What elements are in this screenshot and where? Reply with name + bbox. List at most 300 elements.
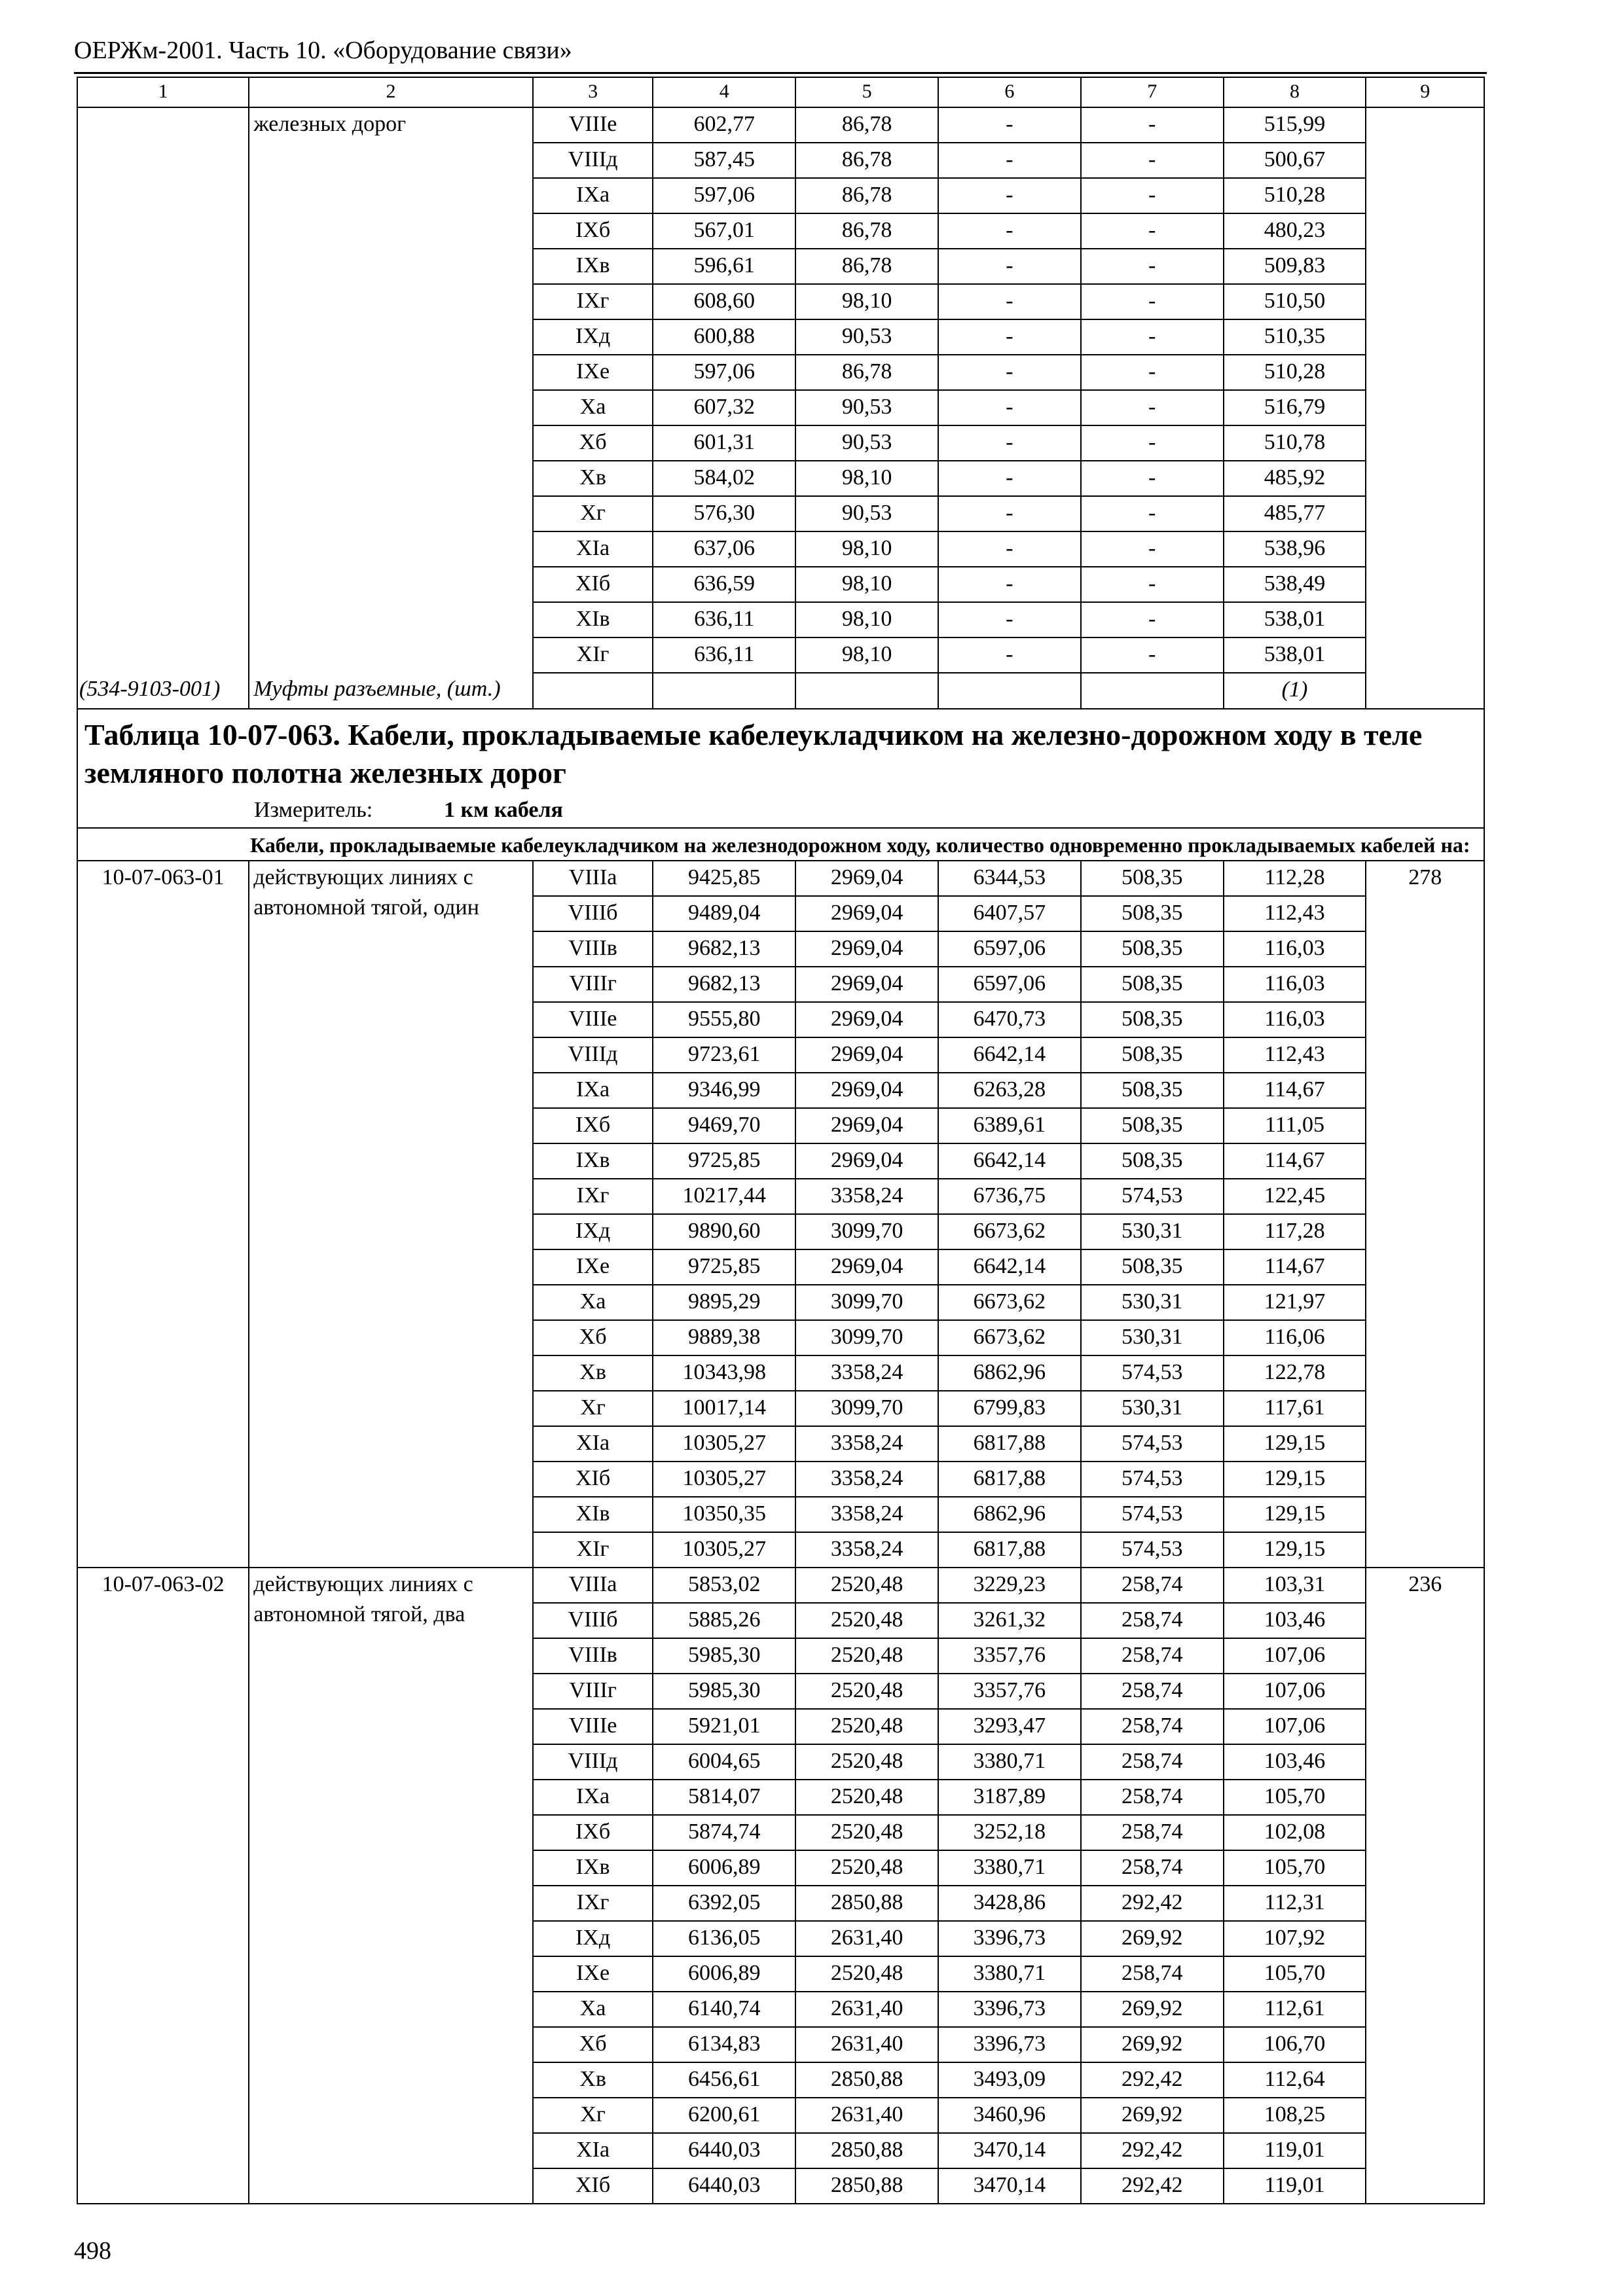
value-cell: 90,53 [795,425,938,461]
value-cell: 2520,48 [795,1744,938,1780]
measure-label: Измеритель: [254,798,373,822]
value-cell: 258,74 [1081,1815,1224,1850]
value-cell: 485,77 [1224,496,1366,531]
value-cell: 6470,73 [938,1002,1081,1037]
value-cell: 510,50 [1224,284,1366,319]
value-cell: 2850,88 [795,2062,938,2098]
value-cell: 600,88 [653,319,795,355]
value-cell: 86,78 [795,107,938,143]
value-cell: 114,67 [1224,1143,1366,1179]
zone-cell: IXа [533,1780,653,1815]
zone-cell: VIIIа [533,861,653,896]
value-cell: 597,06 [653,355,795,390]
value-cell: 6817,88 [938,1462,1081,1497]
value-cell: 112,61 [1224,1992,1366,2027]
value-cell: 5874,74 [653,1815,795,1850]
zone-cell: XIа [533,531,653,567]
zone-cell: VIIIг [533,967,653,1002]
value-cell: 129,15 [1224,1462,1366,1497]
empty-cell [1081,673,1224,709]
column-number: 8 [1224,77,1366,107]
table-body [77,77,1484,2204]
description-cell: действующих линиях с автономной тягой, один [249,861,533,1568]
column-number: 1 [77,77,249,107]
value-cell: 2520,48 [795,1780,938,1815]
value-cell: 98,10 [795,461,938,496]
empty-cell [653,673,795,709]
value-cell: 6440,03 [653,2133,795,2168]
zone-cell: VIIIб [533,896,653,931]
table-title: Таблица 10-07-063. Кабели, прокладываемые кабелеукладчиком на железно-дорожном ходу в теле земляного полотна железных дорог [77,709,1484,796]
measure-row [77,796,1484,828]
zone-cell: XIа [533,1426,653,1462]
value-cell: 530,31 [1081,1391,1224,1426]
muft-label: Муфты разъемные, (шт.) [249,673,533,709]
zone-cell: VIIIв [533,931,653,967]
value-cell: - [1081,319,1224,355]
table-row [77,1568,1484,1603]
value-cell: 3358,24 [795,1426,938,1462]
zone-cell: IXа [533,1073,653,1108]
value-cell: 116,03 [1224,1002,1366,1037]
value-cell: - [1081,390,1224,425]
value-cell: - [1081,355,1224,390]
empty-cell [1366,673,1484,709]
value-cell: 111,05 [1224,1108,1366,1143]
zone-cell: IXб [533,1108,653,1143]
zone-cell: XIб [533,1462,653,1497]
value-cell: 112,31 [1224,1886,1366,1921]
value-cell: 2520,48 [795,1674,938,1709]
value-cell: 119,01 [1224,2168,1366,2204]
value-cell: 508,35 [1081,1073,1224,1108]
value-cell: 116,03 [1224,967,1366,1002]
value-cell: - [938,461,1081,496]
value-cell: 6006,89 [653,1850,795,1886]
value-cell: 2969,04 [795,896,938,931]
value-cell: 508,35 [1081,861,1224,896]
value-cell: - [938,107,1081,143]
value-cell: 9890,60 [653,1214,795,1249]
zone-cell: VIIIг [533,1674,653,1709]
value-cell: 485,92 [1224,461,1366,496]
value-cell: 10305,27 [653,1426,795,1462]
value-cell: 9725,85 [653,1143,795,1179]
value-cell: 112,43 [1224,1037,1366,1073]
value-cell: 3380,71 [938,1744,1081,1780]
zone-cell: IXг [533,1886,653,1921]
value-cell: 103,46 [1224,1603,1366,1638]
value-cell: 607,32 [653,390,795,425]
value-cell: 515,99 [1224,107,1366,143]
zone-cell: VIIIд [533,1744,653,1780]
value-cell: 9895,29 [653,1285,795,1320]
value-cell: 6817,88 [938,1426,1081,1462]
value-cell: 508,35 [1081,1249,1224,1285]
value-cell: 3493,09 [938,2062,1081,2098]
value-cell: 2631,40 [795,1992,938,2027]
value-cell: 567,01 [653,213,795,249]
muft-row [77,673,1484,709]
value-cell: 3470,14 [938,2168,1081,2204]
value-cell: 5814,07 [653,1780,795,1815]
value-cell: 5853,02 [653,1568,795,1603]
value-cell: 5985,30 [653,1638,795,1674]
measure-cell [77,796,1484,828]
value-cell: 3396,73 [938,2027,1081,2062]
value-cell: 3293,47 [938,1709,1081,1744]
value-cell: 510,28 [1224,355,1366,390]
value-cell: 107,06 [1224,1709,1366,1744]
zone-cell: VIIIб [533,1603,653,1638]
value-cell: - [1081,531,1224,567]
zone-cell: XIв [533,1497,653,1532]
value-cell: 98,10 [795,531,938,567]
header-rule [74,72,1487,74]
value-cell: 269,92 [1081,1992,1224,2027]
page-header: ОЕРЖм-2001. Часть 10. «Оборудование связи» [74,37,572,64]
zone-cell: IXа [533,178,653,213]
value-cell: 258,74 [1081,1603,1224,1638]
value-cell: 2631,40 [795,1921,938,1956]
value-cell: 576,30 [653,496,795,531]
value-cell: 292,42 [1081,2168,1224,2204]
zone-cell: IXе [533,1249,653,1285]
value-cell: 6642,14 [938,1143,1081,1179]
code-cell [77,107,249,673]
value-cell: 98,10 [795,284,938,319]
value-cell: 2520,48 [795,1956,938,1992]
value-cell: 6597,06 [938,931,1081,967]
value-cell: 258,74 [1081,1568,1224,1603]
value-cell: 269,92 [1081,1921,1224,1956]
code-cell: 10-07-063-01 [77,861,249,1568]
value-cell: 601,31 [653,425,795,461]
column-number: 4 [653,77,795,107]
value-cell: 3099,70 [795,1320,938,1355]
zone-cell: Xа [533,390,653,425]
value-cell: 6642,14 [938,1249,1081,1285]
value-cell: - [938,531,1081,567]
value-cell: 10017,14 [653,1391,795,1426]
value-cell: 3358,24 [795,1532,938,1568]
value-cell: 2850,88 [795,2168,938,2204]
value-cell: 129,15 [1224,1532,1366,1568]
zone-cell: Xв [533,1355,653,1391]
value-cell: 508,35 [1081,1002,1224,1037]
value-cell: 9682,13 [653,967,795,1002]
value-cell: 574,53 [1081,1497,1224,1532]
column-number: 3 [533,77,653,107]
value-cell: 9489,04 [653,896,795,931]
value-cell: 2969,04 [795,1002,938,1037]
zone-cell: VIIIе [533,1002,653,1037]
zone-cell: VIIIд [533,1037,653,1073]
muft-value: (1) [1224,673,1366,709]
value-cell: - [1081,425,1224,461]
value-cell: 86,78 [795,213,938,249]
value-cell: 114,67 [1224,1073,1366,1108]
value-cell: 258,74 [1081,1744,1224,1780]
value-cell: 6862,96 [938,1497,1081,1532]
value-cell: - [1081,249,1224,284]
value-cell: 6673,62 [938,1285,1081,1320]
value-cell: 119,01 [1224,2133,1366,2168]
value-cell: 6799,83 [938,1391,1081,1426]
value-cell: 3357,76 [938,1674,1081,1709]
description-cell: железных дорог [249,107,533,673]
value-cell: 508,35 [1081,931,1224,967]
value-cell: 258,74 [1081,1956,1224,1992]
value-cell: 258,74 [1081,1709,1224,1744]
value-cell: 6673,62 [938,1214,1081,1249]
value-cell: 636,59 [653,567,795,602]
value-cell: 3396,73 [938,1992,1081,2027]
table-row [77,861,1484,896]
value-cell: 258,74 [1081,1638,1224,1674]
zone-cell: IXд [533,1921,653,1956]
value-cell: 269,92 [1081,2098,1224,2133]
value-cell: 2969,04 [795,1143,938,1179]
value-cell: 129,15 [1224,1497,1366,1532]
zone-cell: IXб [533,213,653,249]
zone-cell: IXб [533,1815,653,1850]
value-cell: 9889,38 [653,1320,795,1355]
zone-cell: IXв [533,1143,653,1179]
value-cell: 480,23 [1224,213,1366,249]
zone-cell: Xа [533,1285,653,1320]
value-cell: 129,15 [1224,1426,1366,1462]
value-cell: 106,70 [1224,2027,1366,2062]
value-cell: 112,28 [1224,861,1366,896]
column-number: 7 [1081,77,1224,107]
value-cell: 292,42 [1081,2133,1224,2168]
zone-cell: XIа [533,2133,653,2168]
zone-cell: Xа [533,1992,653,2027]
value-cell: 6136,05 [653,1921,795,1956]
value-cell: 9725,85 [653,1249,795,1285]
value-cell: 10217,44 [653,1179,795,1214]
zone-cell: Xв [533,461,653,496]
value-cell: 538,01 [1224,602,1366,637]
value-cell: 510,28 [1224,178,1366,213]
value-cell: 269,92 [1081,2027,1224,2062]
value-cell: - [938,178,1081,213]
measure-unit: 1 км кабеля [444,798,563,822]
zone-cell: Xб [533,1320,653,1355]
value-cell: 3428,86 [938,1886,1081,1921]
value-cell: 2969,04 [795,931,938,967]
value-cell: 508,35 [1081,1143,1224,1179]
value-cell: 574,53 [1081,1426,1224,1462]
value-cell: 2969,04 [795,1037,938,1073]
value-cell: 516,79 [1224,390,1366,425]
column-numbers-row [77,77,1484,107]
value-cell: 9346,99 [653,1073,795,1108]
value-cell: 112,64 [1224,2062,1366,2098]
zone-cell: VIIIе [533,107,653,143]
value-cell: 5885,26 [653,1603,795,1638]
value-cell: 2631,40 [795,2027,938,2062]
value-cell: 90,53 [795,390,938,425]
value-cell: 508,35 [1081,1037,1224,1073]
value-cell: 292,42 [1081,1886,1224,1921]
value-cell: 107,06 [1224,1674,1366,1709]
value-cell: 2520,48 [795,1815,938,1850]
value-cell: 6392,05 [653,1886,795,1921]
value-cell: - [1081,107,1224,143]
value-cell: 3229,23 [938,1568,1081,1603]
value-cell: - [938,249,1081,284]
value-cell: 3358,24 [795,1355,938,1391]
value-cell: 105,70 [1224,1850,1366,1886]
value-cell: 6134,83 [653,2027,795,2062]
table-title-row [77,709,1484,796]
value-cell: 10305,27 [653,1532,795,1568]
zone-cell: IXг [533,284,653,319]
value-cell: 3380,71 [938,1956,1081,1992]
value-cell: 103,31 [1224,1568,1366,1603]
zone-cell: VIIIе [533,1709,653,1744]
value-cell: - [1081,213,1224,249]
rates-table [77,77,1485,2204]
value-cell: 3261,32 [938,1603,1081,1638]
column-number: 2 [249,77,533,107]
value-cell: - [938,213,1081,249]
zone-cell: XIг [533,637,653,673]
value-cell: 114,67 [1224,1249,1366,1285]
value-cell: - [1081,143,1224,178]
zone-cell: VIIIв [533,1638,653,1674]
group-heading-row [77,828,1484,861]
value-cell: 6389,61 [938,1108,1081,1143]
value-cell: - [938,567,1081,602]
value-cell: 116,06 [1224,1320,1366,1355]
value-cell: 530,31 [1081,1285,1224,1320]
value-cell: - [1081,496,1224,531]
column-number: 6 [938,77,1081,107]
value-cell: 6263,28 [938,1073,1081,1108]
value-cell: - [938,355,1081,390]
value-cell: - [938,319,1081,355]
value-cell: 86,78 [795,178,938,213]
page-number: 498 [74,2237,111,2265]
zone-cell: Xг [533,496,653,531]
value-cell: 538,96 [1224,531,1366,567]
value-cell: 6817,88 [938,1532,1081,1568]
value-cell: 574,53 [1081,1355,1224,1391]
value-cell: 121,97 [1224,1285,1366,1320]
value-cell: 3099,70 [795,1285,938,1320]
value-cell: 6597,06 [938,967,1081,1002]
value-cell: 510,78 [1224,425,1366,461]
value-cell: - [1081,284,1224,319]
value-cell: 3396,73 [938,1921,1081,1956]
value-cell: 2969,04 [795,861,938,896]
value-cell: 9469,70 [653,1108,795,1143]
value-cell: - [938,390,1081,425]
value-cell: 6642,14 [938,1037,1081,1073]
value-cell: 10343,98 [653,1355,795,1391]
zone-cell: IXд [533,1214,653,1249]
value-cell: - [938,602,1081,637]
value-cell: 2520,48 [795,1603,938,1638]
col9-cell [1366,107,1484,673]
value-cell: - [1081,567,1224,602]
value-cell: 6673,62 [938,1320,1081,1355]
value-cell: 107,92 [1224,1921,1366,1956]
value-cell: 103,46 [1224,1744,1366,1780]
empty-cell [795,673,938,709]
value-cell: 98,10 [795,567,938,602]
description-cell: действующих линиях с автономной тягой, два [249,1568,533,2204]
value-cell: 584,02 [653,461,795,496]
value-cell: 6006,89 [653,1956,795,1992]
zone-cell: IXе [533,355,653,390]
value-cell: 587,45 [653,143,795,178]
value-cell: 637,06 [653,531,795,567]
value-cell: 6140,74 [653,1992,795,2027]
value-cell: 530,31 [1081,1320,1224,1355]
empty-cell [533,673,653,709]
value-cell: 90,53 [795,496,938,531]
value-cell: 86,78 [795,355,938,390]
value-cell: 10350,35 [653,1497,795,1532]
value-cell: 2850,88 [795,1886,938,1921]
value-cell: 6200,61 [653,2098,795,2133]
zone-cell: IXг [533,1179,653,1214]
value-cell: - [938,143,1081,178]
value-cell: 6456,61 [653,2062,795,2098]
value-cell: 509,83 [1224,249,1366,284]
value-cell: 3357,76 [938,1638,1081,1674]
value-cell: 9682,13 [653,931,795,967]
col9-cell: 278 [1366,861,1484,1568]
table-row [77,107,1484,143]
value-cell: - [1081,178,1224,213]
value-cell: 3099,70 [795,1214,938,1249]
value-cell: 122,45 [1224,1179,1366,1214]
value-cell: 9555,80 [653,1002,795,1037]
zone-cell: Xб [533,2027,653,2062]
zone-cell: IXв [533,1850,653,1886]
value-cell: 6440,03 [653,2168,795,2204]
value-cell: 3470,14 [938,2133,1081,2168]
value-cell: 636,11 [653,637,795,673]
value-cell: 112,43 [1224,896,1366,931]
value-cell: 3187,89 [938,1780,1081,1815]
value-cell: 2969,04 [795,1108,938,1143]
value-cell: 10305,27 [653,1462,795,1497]
zone-cell: Xг [533,2098,653,2133]
empty-cell [938,673,1081,709]
zone-cell: Xв [533,2062,653,2098]
zone-cell: XIв [533,602,653,637]
value-cell: 86,78 [795,143,938,178]
value-cell: 2969,04 [795,967,938,1002]
value-cell: 2520,48 [795,1850,938,1886]
value-cell: 3358,24 [795,1179,938,1214]
muft-code: (534-9103-001) [77,673,249,709]
value-cell: 5921,01 [653,1709,795,1744]
code-cell: 10-07-063-02 [77,1568,249,2204]
value-cell: 9425,85 [653,861,795,896]
value-cell: 508,35 [1081,1108,1224,1143]
value-cell: 2520,48 [795,1638,938,1674]
value-cell: 2631,40 [795,2098,938,2133]
value-cell: - [938,284,1081,319]
value-cell: 98,10 [795,637,938,673]
